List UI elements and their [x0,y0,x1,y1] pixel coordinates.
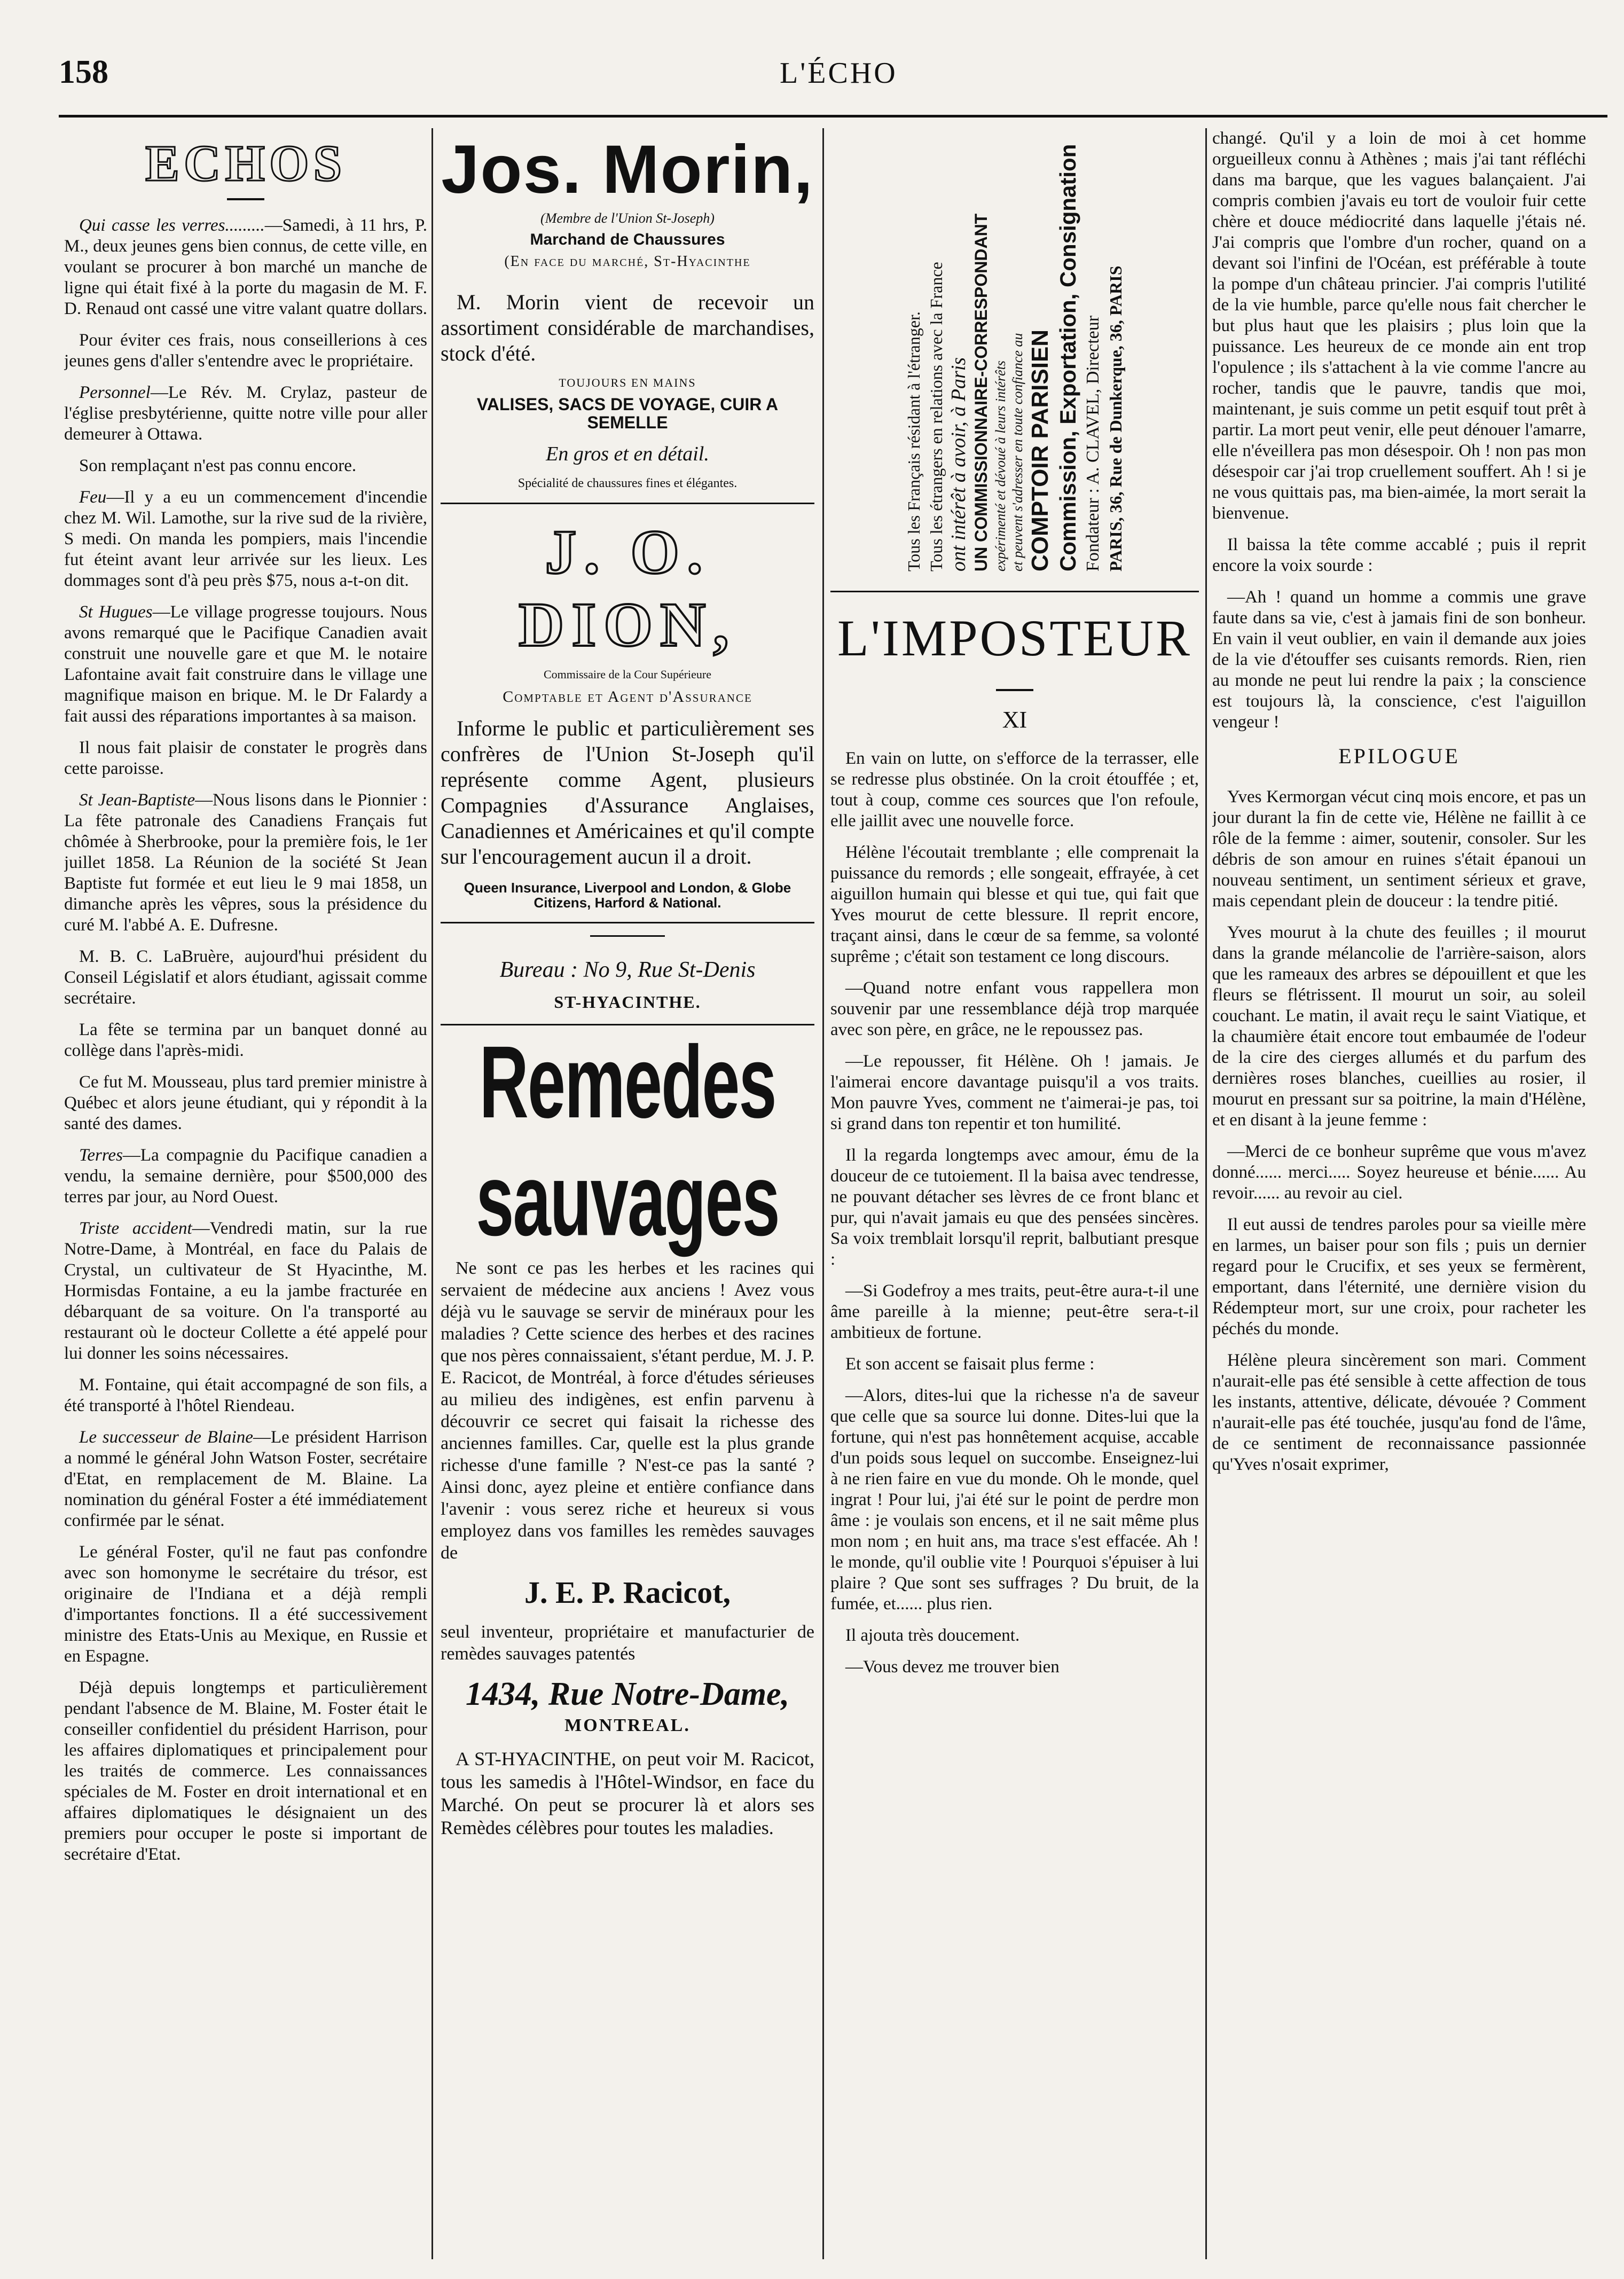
echo-item [64,487,427,591]
echo-item-text: M. Fontaine, qui était accompagné de son fils, a été transporté à l'hôtel Riendeau. [64,1375,427,1415]
column-rule [432,128,433,2259]
echo-item-lead: Feu [79,488,107,507]
morin-body: M. Morin vient de recevoir un assortiment considérable de marchandises, stock d'été. [441,290,814,365]
story-title: L'IMPOSTEUR [837,609,1192,667]
clavel-ad-text [903,134,1127,571]
echo-item [64,1020,427,1061]
remedes-body: Ne sont ce pas les herbes et les racines qui servaient de médecine aux anciens ! Avez vous déjà vu le sauvage se servir de minéraux pour les maladies ? Cette science des herbes et des racines que nos pères connaissaient, s'étant perdue, M. J. P. E. Racicot, de Montréal, à force d'études sérieuses au milieu des indigènes, est enfin parvenu à découvrir ce secret qui faisait la richesse des anciennes familles. Car, quelle est la plus grande richesse d'une famille ? N'est-ce pas la santé ? Ainsi donc, ayez pleine et entière confiance dans l'avenir : vous serez riche et heureux si vous employez dans vos familles les remèdes sauvages de [441,1258,814,1563]
morin-ad-title: Jos. Morin, [441,131,814,208]
echo-item-lead: Personnel [79,383,151,402]
ad-divider [441,503,814,504]
echo-item [64,738,427,779]
echo-item-text: —Il y a eu un commencement d'incendie chez M. Wil. Lamothe, sur la rive sud de la rivière, S medi. On manda les pompiers, mais l'incendie fut éteint avant leur arrivée sur les lieux. Les dommages sont d'à peu près $75, nous a-t-on dit. [64,488,427,590]
echo-item-text: —Le président Harrison a nommé le général John Watson Foster, secrétaire d'Etat, en remplacement de M. Blaine. La nomination du général Foster a été immédiatement confirmée par le sénat. [64,1428,427,1530]
column-ads [441,128,814,2259]
title-rule [996,689,1033,691]
remedes-title: Remedes sauvages [476,1025,779,1258]
echo-item-text: Ce fut M. Mousseau, plus tard premier ministre à Québec et alors jeune étudiant, qui y répondit à la santé des dames. [64,1072,427,1133]
story-paragraph: Yves Kermorgan vécut cinq mois encore, et pas un jour durant la fin de cette vie, Hélène ne faillit à ce rôle de la femme : aimer, soutenir, consoler. Sur les débris de son amour en ruines s'était épanoui un nouveau sentiment, un sentiment sérieux et grave, mais cependant plein de douceur : la tendre pitié. [1212,787,1586,911]
heading-rule [227,198,264,200]
story-paragraph: —Alors, dites-lui que la richesse n'a de saveur que celle que sa source lui donne. Dites-lui que la fortune, qui n'est pas honnêtement acquise, accable d'un poids sous lequel on succombe. Enseignez-lui à ne rien faire en vue du monde. Oh le monde, quel ingrat ! Pour lui, j'ai été sur le point de perdre mon âme : je voulais son encens, et il ne sait même plus mon nom ; en huit ans, ma trace s'est effacée. Ah ! le monde, qu'il oublie vite ! Pourquoi s'épuiser à lui plaire ? Que sont ses suffrages ? Du bruit, de la fumée, et...... plus rien. [830,1386,1199,1614]
clavel-line: Tous les Français résidant à l'étranger. [904,311,923,571]
dion-body: Informe le public et particulièrement ses confrères de l'Union St-Joseph qu'il représente comme Agent, plusieurs Compagnies d'Assurance Anglaises, Canadiennes et Américaines et qu'il compte sur l'encouragement aucun il a droit. [441,716,814,868]
clavel-line: et peuvent s'adresser en toute confiance au [1010,333,1025,571]
echo-item-text: Son remplaçant n'est pas connu encore. [79,456,357,475]
column-rule [1205,128,1207,2259]
echo-item [64,1375,427,1416]
echo-item [64,1218,427,1364]
echo-item [64,456,427,476]
echo-item [64,790,427,936]
echo-item [64,1145,427,1208]
echo-item-lead: St Hugues [79,602,153,622]
echo-item-text: M. B. C. LaBruère, aujourd'hui président du Conseil Législatif et alors étudiant, agissait comme secrétaire. [64,947,427,1008]
echo-item [64,1678,427,1865]
story-paragraph: En vain on lutte, on s'efforce de la terrasser, elle se redresse plus obstinée. On la croit étouffée ; et, tout à coup, comme ces sources que l'on refoule, elle jaillit avec une nouvelle force. [830,749,1199,831]
story-paragraph: Il la regarda longtemps avec amour, ému de la douceur de ce tutoiement. Il la baisa avec tendresse, ne pouvant détacher ses lèvres de ce front blanc et pur, qui n'avait jamais eu que des pensées sincères. Sa voix tremblait lorsqu'il reprit, balbutiant presque : [830,1146,1199,1269]
story-paragraph: Et son accent se faisait plus ferme : [845,1354,1095,1374]
column-rule [822,128,824,2259]
morin-trade: Marchand de Chaussures [530,231,725,248]
column-echos [64,128,427,2259]
dion-ad-title: J. O. DION, [519,517,736,660]
epilogue-paragraphs [1212,787,1586,1475]
morin-wholesale: En gros et en détail. [546,443,709,465]
story-paragraph: —Le repousser, fit Hélène. Oh ! jamais. Je l'aimerai encore davantage puisqu'il a vos traits. Mon pauvre Yves, comment ne t'aimerai-je pas, toi si grand dans ton repentir et ton humilité. [830,1052,1199,1133]
column-epilogue [1212,128,1586,2259]
dion-companies: Queen Insurance, Liverpool and London, & Globe Citizens, Harford & National. [464,880,791,911]
story-paragraph: —Vous devez me trouver bien [845,1657,1060,1677]
echo-item-text: —Le village progresse toujours. Nous avons remarqué que le Pacifique Canadien avait construit une nouvelle gare et que M. le notaire Lafontaine avait fait construire dans le village une magnifique maison en brique. M. le Dr Falardy a fait aussi des réparations importantes à sa maison. [64,602,427,726]
echo-item-lead: Qui casse les verres......... [79,216,265,235]
clavel-comptoir: COMPTOIR PARISIEN [1027,329,1053,571]
echo-item-text: La fête se termina par un banquet donné au collège dans l'après-midi. [64,1020,427,1060]
header-rule [59,115,1607,118]
echo-item-text: —La compagnie du Pacifique canadien a vendu, la semaine dernière, pour $500,000 des terres par jour, au Nord Ouest. [64,1146,427,1207]
echo-item-text: Déjà depuis longtemps et particulièrement pendant l'absence de M. Blaine, M. Foster était le conseiller confidentiel du président Harrison, pour les affaires diplomatiques et principalement pour les traités de commerce. Les connaissances spéciales de M. Foster en droit international et en affaires diplomatiques le désignaient un des premiers pour occuper le poste si important de secrétaire d'Etat. [64,1678,427,1864]
dion-bureau: Bureau : No 9, Rue St-Denis [499,958,756,982]
dion-role-2: Comptable et Agent d'Assurance [503,688,752,706]
echo-item-text: —Le Rév. M. Crylaz, pasteur de l'église presbytérienne, quitte notre ville pour aller demeurer à Ottawa. [64,383,427,444]
echos-heading: ECHOS [145,135,347,192]
clavel-line: UN COMMISSIONNAIRE-CORRESPONDANT [971,213,991,571]
echo-item [64,330,427,372]
story-paragraph: Il ajouta très doucement. [845,1626,1020,1645]
clavel-line: expérimenté et dévoué à leurs intérêts [993,361,1008,571]
story-paragraph: —Ah ! quand un homme a commis une grave faute dans sa vie, c'est à jamais fini de son bonheur. En vain il veut oublier, en vain il demande aux joies de la vie d'étouffer ses cuisants remords. Rien, rien au monde ne peut lui rendre la paix ; la conscience est toujours là, la conscience, c'est l'aiguillon vengeur ! [1212,588,1586,732]
story-paragraph: Il baissa la tête comme accablé ; puis il reprit encore la voix sourde : [1212,535,1586,575]
morin-location: (En face du marché, St-Hyacinthe [504,253,751,270]
racicot-address: 1434, Rue Notre-Dame, [465,1676,790,1712]
clavel-ad [830,128,1199,577]
newspaper-title: L'ÉCHO [780,57,898,90]
morin-specialty: Spécialité de chaussures fines et élégantes. [517,476,738,490]
echo-item-text: Il nous fait plaisir de constater le progrès dans cette paroisse. [64,738,427,778]
ad-divider [441,922,814,923]
clavel-founder: Fondateur : A. CLAVEL, Directeur [1083,315,1103,571]
echo-item [64,1542,427,1667]
chapter-number: XI [1002,707,1027,733]
echo-item-text: Le général Foster, qu'il ne faut pas confondre avec son homonyme le secrétaire du trésor, est originaire de l'Indiana et a déjà rempli d'importantes fonctions. Il a été successivement ministre des Etats-Unis au Mexique, en Russie et en Espagne. [64,1542,427,1666]
morin-always: TOUJOURS EN MAINS [559,376,696,389]
clavel-address: PARIS, 36, Rue de Dunkerque, 36, PARIS [1106,265,1125,571]
echo-item [64,602,427,727]
echo-item [64,215,427,319]
column-imposteur [830,128,1199,2259]
story-paragraph: —Merci de ce bonheur suprême que vous m'avez donné...... merci..... Soyez heureuse et bénie...... Au revoir...... au revoir au ciel. [1212,1142,1586,1203]
racicot-city: MONTREAL. [564,1716,691,1735]
dion-city: ST-HYACINTHE. [554,992,701,1012]
echo-item [64,1427,427,1531]
echo-item-lead: Le successeur de Blaine [79,1428,253,1447]
echo-item [64,382,427,445]
story-paragraphs [830,748,1199,1678]
clavel-line: ont intérêt à avoir, à Paris [947,357,970,571]
story-paragraph: Il eut aussi de tendres paroles pour sa vieille mère en larmes, un baiser pour son fils ; puis un dernier regard pour le Crucifix, et ses yeux se fermèrent, emportant, dans l'éternité, une dernière vision du Rédempteur mort, sur une croix, pour racheter les péchés du monde. [1212,1215,1586,1338]
story-continuation [1212,128,1586,733]
story-paragraph: —Si Godefroy a mes traits, peut-être aura-t-il une âme pareille à la mienne; peut-être sera-t-il ambitieux de fortune. [830,1281,1199,1342]
morin-goods: VALISES, SACS DE VOYAGE, CUIR A SEMELLE [476,395,779,432]
story-paragraph: Hélène l'écoutait tremblante ; elle comprenait la puissance du remords ; elle songeait, effrayée, à cet aiguillon humain qui blesse et qui tue, qui fait que Yves mourut de cette blessure. Il reprit encore, traçant ainsi, dans le cœur de sa femme, sa volonté suprême ; c'était son testament ce long discours. [830,843,1199,966]
echo-item [64,1072,427,1134]
echo-item-lead: Triste accident [79,1219,192,1238]
clavel-line: Tous les étrangers en relations avec la France [927,262,946,571]
story-paragraph: Yves mourut à la chute des feuilles ; il mourut dans la grande mélancolie de l'arrière-saison, alors que les rameaux des arbres se dépouillent et que les fleurs se flétrissent. Il mourut un soir, au soleil couchant. Le matin, il avait reçu le saint Viatique, et la chaumière était encore tout embaumée de l'odeur de la cire des cierges allumés et du parfum des dernières roses blanches, cueillies au rosier, il mourut en pressant sur sa poitrine, la main d'Hélène, et en disant à la jeune femme : [1212,923,1586,1130]
page-number: 158 [59,54,108,90]
story-paragraph: Hélène pleura sincèrement son mari. Comment n'aurait-elle pas été sensible à cette affection de tous les instants, attentive, délicate, dévouée ? Comment n'aurait-elle pas été touchée, jusqu'au fond de l'âme, de ce sentiment de reconnaissance passionnée qu'Yves n'osait exprimer, [1212,1351,1586,1474]
morin-member: (Membre de l'Union St-Joseph) [540,210,715,226]
echo-item [64,946,427,1009]
ad-separator [590,935,665,937]
clavel-services: Commission, Exportation, Consignation [1055,144,1080,571]
echo-item-lead: St Jean-Baptiste [79,790,195,810]
echo-item-text: Pour éviter ces frais, nous conseillerions à ces jeunes gens d'aller s'entendre avec le propriétaire. [64,331,427,371]
remedes-hyacinthe: A ST-HYACINTHE, on peut voir M. Racicot, tous les samedis à l'Hôtel-Windsor, en face du Marché. On peut se procurer là et alors ses Remèdes célèbres pour toutes les maladies. [441,1748,814,1838]
racicot-description: seul inventeur, propriétaire et manufacturier de remèdes sauvages patentés [441,1622,814,1664]
echo-item-text: —Vendredi matin, sur la rue Notre-Dame, à Montréal, en face du Palais de Crystal, un cultivateur de St Hyacinthe, M. Hormisdas Fontaine, a eu la jambe fracturée en débarquant de sa voiture. On l'a transporté au restaurant où le docteur Collette a été appelé pour lui donner les soins nécessaires. [64,1219,427,1363]
echo-item-text: —Samedi, à 11 hrs, P. M., deux jeunes gens bien connus, de cette ville, en voulant se procurer à bon marché un manche de ligne qui était fixé à la porte du magasin de M. F. D. Renaud ont cassé une vitre valant quatre dollars. [64,216,427,318]
echo-item-text: —Nous lisons dans le Pionnier : La fête patronale des Canadiens Français fut chômée à Sherbrooke, pour la première fois, le 1er juillet 1858. La Réunion de la société St Jean Baptiste fut formée et eut lieu le 9 mai 1858, un dimanche après les vêpres, sous la présidence du curé M. l'abbé A. E. Dufresne. [64,790,427,935]
dion-role: Commissaire de la Cour Supérieure [543,668,712,681]
story-paragraph: —Quand notre enfant vous rappellera mon souvenir par une ressemblance déjà trop marquée avec son père, en grâce, ne le repoussez pas. [830,978,1199,1039]
ad-divider [830,591,1199,592]
echos-items [64,215,427,1865]
story-paragraph: changé. Qu'il y a loin de moi à cet homme orgueilleux connu à Athènes ; mais j'ai tant réfléchi dans ma barque, que les vagues balançaient. J'ai compris combien j'avais eu tort de vouloir fuir cette chère et douce médiocrité dans laquelle j'étais né. J'ai compris que l'ombre d'un rocher, quand on a devant soi l'infini de l'Océan, est préférable à toute la pompe d'un château princier. J'ai compris l'utilité de la vie humble, parce qu'elle nous fait chercher le but plus haut que les plaisirs ; plus loin que la puissance. Les heureux de ce monde ain ent trop l'opulence ; ils s'attachent à la vie comme l'ancre au rocher, tandis que le pauvre, tandis que moi, maintenant, je suis comme un petit esquif tout prêt à partir. La mort peut venir, elle peut dénouer l'amarre, elle n'éveillera pas mon désespoir. Oh ! non pas mon désespoir car j'ai trop cruellement souffert. Ah ! si je ne vous quittais pas, ma bien-aimée, la mort serait la bienvenue. [1212,129,1586,523]
echo-item-lead: Terres [79,1146,123,1165]
racicot-name: J. E. P. Racicot, [524,1575,731,1610]
epilogue-heading: EPILOGUE [1338,744,1460,768]
